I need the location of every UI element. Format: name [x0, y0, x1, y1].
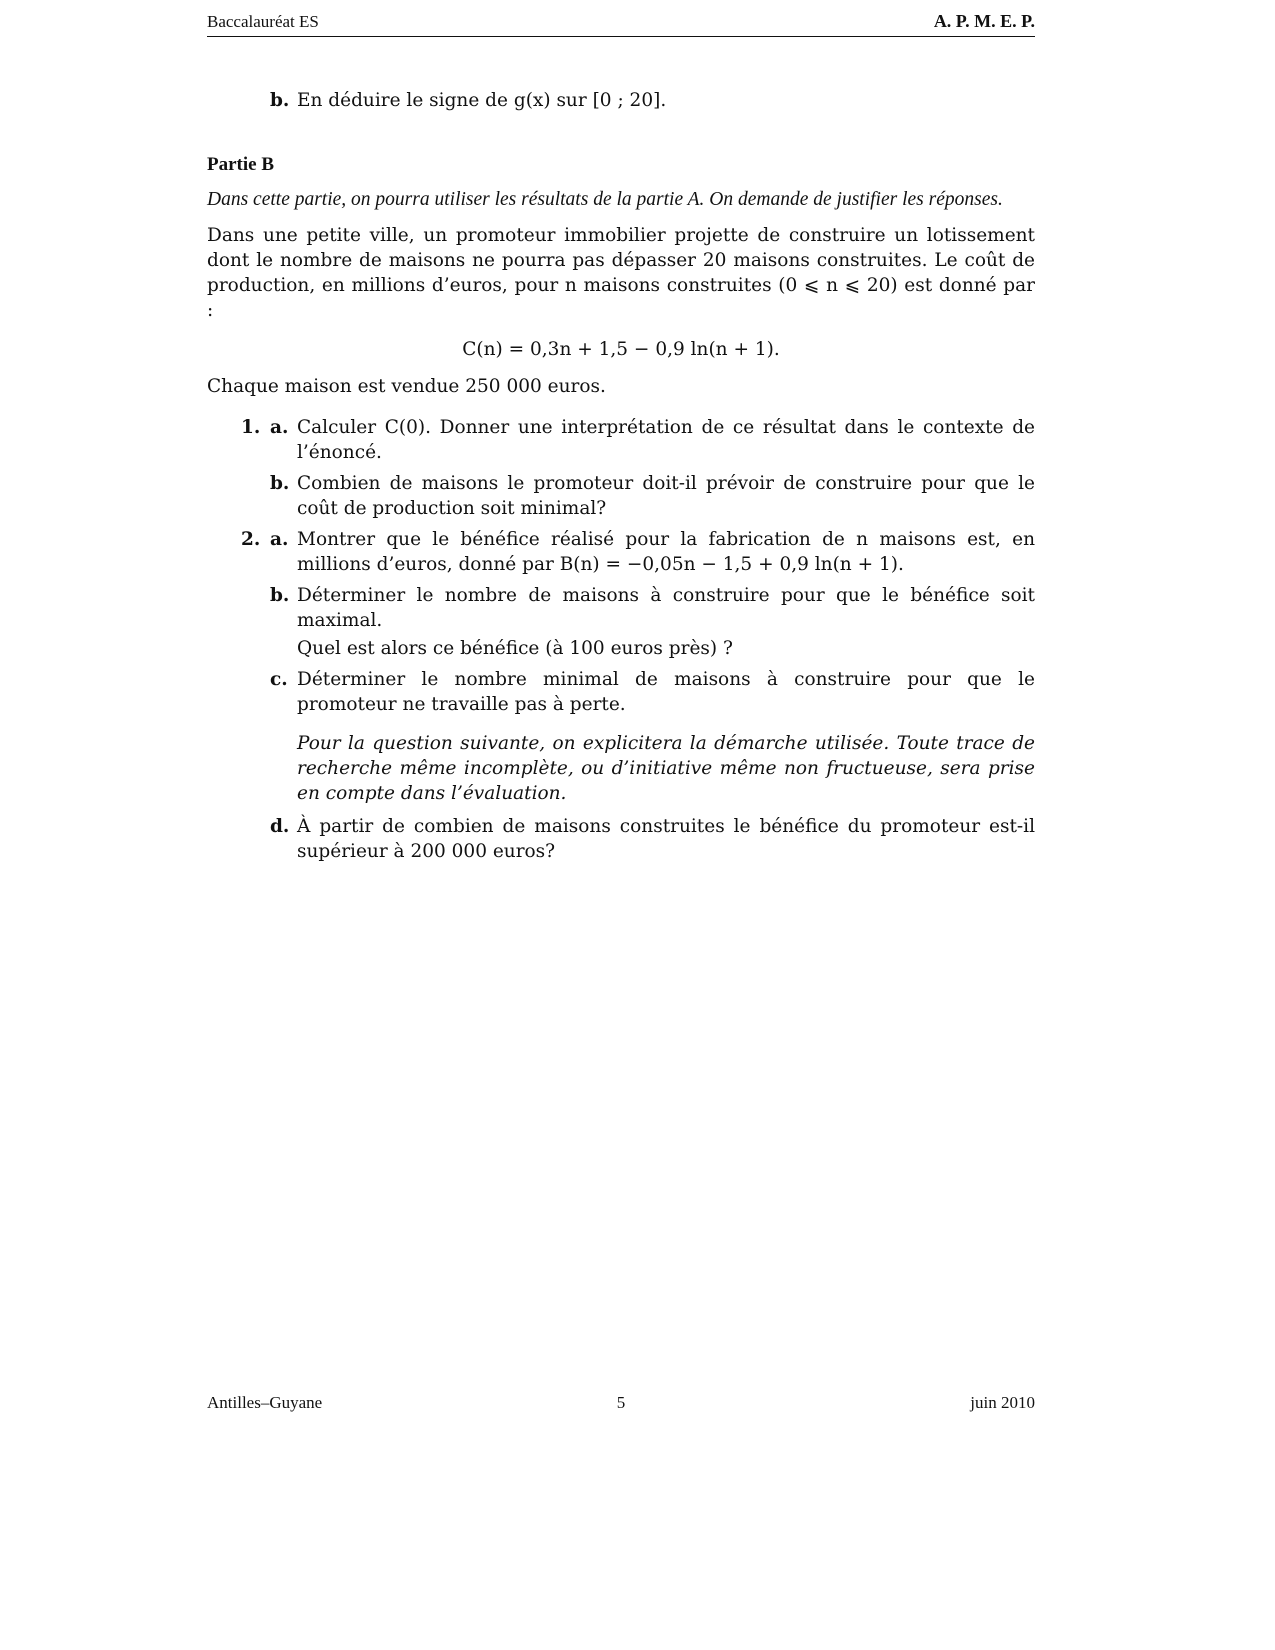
question-b-partie-a — [207, 88, 1035, 113]
question-label: a. — [270, 417, 289, 438]
problem-statement: Dans une petite ville, un promoteur immobilier projette de construire un lotissement dont le nombre de maisons ne pourra pas dépasser 20 maisons construites. Le coût de production, en millions d’euros, pour n maisons construites (0 ⩽ n ⩽ 20) est donné par : — [207, 225, 1035, 321]
section-intro: Dans cette partie, on pourra utiliser les résultats de la partie A. On demande de justifier les réponses. — [207, 189, 1003, 210]
question-text: Montrer que le bénéfice réalisé pour la fabrication de n maisons est, en millions d’euros, donné par B(n) = −0,05n − 1,5 + 0,9 ln(n + 1). — [297, 529, 1035, 575]
question-text-continued: Quel est alors ce bénéfice (à 100 euros près) ? — [297, 638, 733, 659]
question-text: Déterminer le nombre de maisons à construire pour que le bénéfice soit maximal. — [297, 585, 1035, 631]
section-title: Partie B — [207, 154, 275, 175]
question-text: En déduire le signe de g(x) sur [0 ; 20]. — [297, 90, 667, 111]
question-2c — [207, 667, 1035, 717]
footer-left: Antilles–Guyane — [207, 1393, 323, 1412]
question-2d — [207, 814, 1035, 864]
question-number: 2. — [241, 529, 261, 550]
price-sentence: Chaque maison est vendue 250 000 euros. — [207, 376, 606, 397]
question-label: d. — [270, 816, 290, 837]
question-label: b. — [270, 90, 290, 111]
question-text: À partir de combien de maisons construites le bénéfice du promoteur est-il supérieur à 200 000 euros? — [297, 816, 1035, 862]
question-number: 1. — [241, 417, 261, 438]
question-1b — [207, 471, 1035, 521]
page-number: 5 — [616, 1393, 626, 1412]
instruction-note: Pour la question suivante, on explicitera la démarche utilisée. Toute trace de recherche même incomplète, ou d’initiative même non fructueuse, sera prise en compte dans l’évaluation. — [297, 733, 1035, 804]
question-2a — [207, 527, 1035, 577]
page-header — [207, 10, 1035, 37]
cost-formula: C(n) = 0,3n + 1,5 − 0,9 ln(n + 1). — [462, 339, 780, 360]
question-label: a. — [270, 529, 289, 550]
question-label: b. — [270, 473, 290, 494]
question-label: c. — [270, 669, 288, 690]
header-right: A. P. M. E. P. — [933, 11, 1035, 31]
footer-right: juin 2010 — [970, 1393, 1035, 1412]
header-left: Baccalauréat ES — [207, 12, 319, 31]
question-text: Combien de maisons le promoteur doit-il prévoir de construire pour que le coût de production soit minimal? — [297, 473, 1035, 519]
question-2b — [207, 583, 1035, 661]
question-label: b. — [270, 585, 290, 606]
page-content — [207, 88, 1035, 870]
question-1a — [207, 415, 1035, 465]
question-text: Déterminer le nombre minimal de maisons à construire pour que le promoteur ne travaille pas à perte. — [297, 669, 1035, 715]
question-text: Calculer C(0). Donner une interprétation de ce résultat dans le contexte de l’énoncé. — [297, 417, 1035, 463]
